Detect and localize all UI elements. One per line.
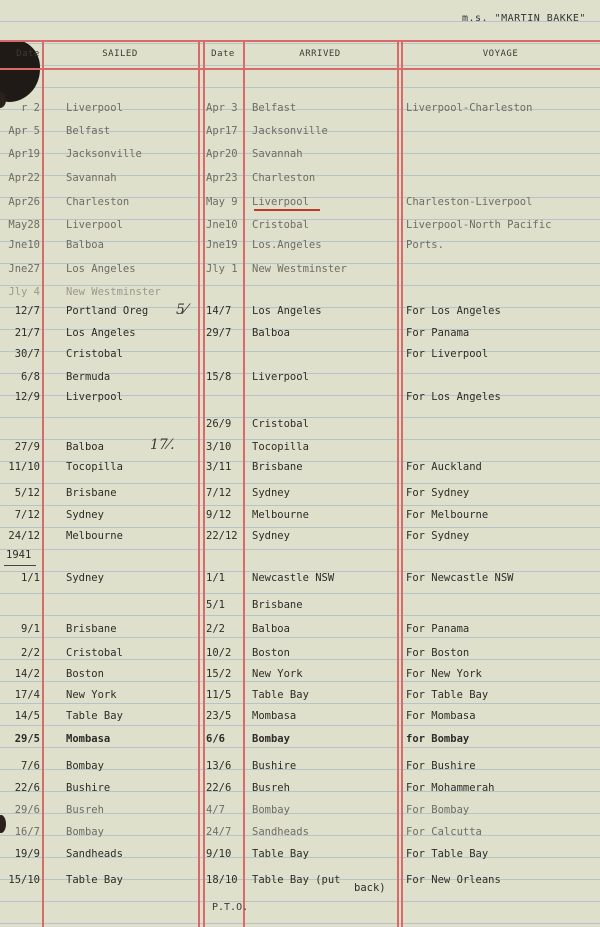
cell-ad: 10/2 — [206, 647, 232, 659]
cell-ap: Cristobal — [252, 418, 309, 430]
cell-ap: Bushire — [252, 760, 297, 772]
cell-v: Charleston-Liverpool — [406, 196, 533, 208]
cell-ap: Sandheads — [252, 826, 309, 838]
cell-sd: 7/12 — [14, 509, 40, 521]
cell-sp: Los Angeles — [66, 263, 136, 275]
cell-sp: Table Bay — [66, 710, 123, 722]
cell-v: Liverpool-North Pacific — [406, 219, 552, 231]
cell-v: For Table Bay — [406, 689, 489, 701]
cell-sd: 29/6 — [14, 804, 40, 816]
cell-ad: 7/12 — [206, 487, 232, 499]
cell-sp: Sandheads — [66, 848, 123, 860]
cell-ap: New York — [252, 668, 303, 680]
page-footer: P.T.O. — [212, 902, 249, 913]
header-arrived: ARRIVED — [299, 49, 341, 59]
cell-ad: Apr23 — [206, 172, 238, 184]
cell-ad: 2/2 — [206, 623, 225, 635]
cell-sp: Bushire — [66, 782, 111, 794]
cell-ad: 15/8 — [206, 371, 232, 383]
cell-sp: Charleston — [66, 196, 130, 208]
cell-sd: 30/7 — [14, 348, 40, 360]
cell-sd: Apr26 — [8, 196, 40, 208]
cell-sp: Cristobal — [66, 348, 123, 360]
cell-ap: Sydney — [252, 530, 290, 542]
cell-sp: Liverpool — [66, 219, 123, 231]
cell-v: For Bushire — [406, 760, 476, 772]
cell-v: Liverpool-Charleston — [406, 102, 533, 114]
cell-ap: Newcastle NSW — [252, 572, 335, 584]
cell-ad: 15/2 — [206, 668, 232, 680]
cell-sd: 2/2 — [21, 647, 40, 659]
cell-sd: Jne10 — [8, 239, 40, 251]
header-top-rule — [0, 40, 600, 42]
cell-v: For New Orleans — [406, 874, 501, 886]
cell-sd: 27/9 — [14, 441, 40, 453]
cell-ad: 14/7 — [206, 305, 232, 317]
cell-sd: Apr22 — [8, 172, 40, 184]
cell-ap: Table Bay — [252, 689, 309, 701]
cell-ap: Bombay — [252, 733, 290, 745]
cell-ad: 5/1 — [206, 599, 225, 611]
cell-ad: 3/11 — [206, 461, 232, 473]
cell-sd: Jly 4 — [8, 286, 40, 298]
cell-sd: 7/6 — [21, 760, 40, 772]
cell-sp: Bermuda — [66, 371, 111, 383]
cell-sd: 9/1 — [21, 623, 40, 635]
cell-sp: Belfast — [66, 125, 111, 137]
ship-name: m.s. "MARTIN BAKKE" — [462, 13, 586, 24]
column-rule — [42, 40, 44, 927]
cell-sp: Mombasa — [66, 733, 111, 745]
column-rule — [401, 40, 403, 927]
cell-sd: 15/10 — [8, 874, 40, 886]
cell-ad: 18/10 — [206, 874, 238, 886]
cell-v: For Panama — [406, 327, 470, 339]
cell-sd: 19/9 — [14, 848, 40, 860]
cell-ap: Brisbane — [252, 461, 303, 473]
cell-sp: Jacksonville — [66, 148, 142, 160]
cell-sd: 24/12 — [8, 530, 40, 542]
cell-sp: Cristobal — [66, 647, 123, 659]
cell-sp: Brisbane — [66, 623, 117, 635]
cell-ap: Liverpool — [252, 371, 309, 383]
cell-ap: Bombay — [252, 804, 290, 816]
cell-ap: Liverpool — [252, 196, 309, 208]
cell-ad: Apr17 — [206, 125, 238, 137]
cell-v: For Bombay — [406, 804, 470, 816]
cell-sd: 22/6 — [14, 782, 40, 794]
cell-ap: Boston — [252, 647, 290, 659]
cell-ap: Los Angeles — [252, 305, 322, 317]
cell-v: Ports. — [406, 239, 444, 251]
cell-sd: 17/4 — [14, 689, 40, 701]
cell-sd: 29/5 — [14, 733, 40, 745]
cell-ad: 29/7 — [206, 327, 232, 339]
cell-ad: 24/7 — [206, 826, 232, 838]
cell-v: For Boston — [406, 647, 470, 659]
cell-v: For Mombasa — [406, 710, 476, 722]
cell-ap: Mombasa — [252, 710, 297, 722]
cell-v: For Calcutta — [406, 826, 482, 838]
column-rule — [203, 40, 205, 927]
year-marker: 1941 — [6, 549, 32, 561]
cell-ap: Table Bay — [252, 848, 309, 860]
header-arrived-date: Date — [211, 49, 235, 59]
cell-ad: 4/7 — [206, 804, 225, 816]
cell-ap: Brisbane — [252, 599, 303, 611]
header-sailed: SAILED — [102, 49, 138, 59]
cell-sp: Balboa — [66, 441, 104, 453]
cell-sp: Boston — [66, 668, 104, 680]
cell-sd: 14/5 — [14, 710, 40, 722]
cell-sp: Savannah — [66, 172, 117, 184]
cell-sd: 14/2 — [14, 668, 40, 680]
cell-sp: Bombay — [66, 826, 104, 838]
cell-ap: Tocopilla — [252, 441, 309, 453]
cell-v: For Los Angeles — [406, 391, 501, 403]
cell-sd: 21/7 — [14, 327, 40, 339]
cell-sd: r 2 — [21, 102, 40, 114]
cell-ad: 26/9 — [206, 418, 232, 430]
cell-ad: 13/6 — [206, 760, 232, 772]
cell-sp: Sydney — [66, 572, 104, 584]
cell-sd: Apr 5 — [8, 125, 40, 137]
cell-sp: Los Angeles — [66, 327, 136, 339]
cell-ad: Apr20 — [206, 148, 238, 160]
cell-ad: 9/10 — [206, 848, 232, 860]
cell-ap: Busreh — [252, 782, 290, 794]
cell-ap: Jacksonville — [252, 125, 328, 137]
cell-sp: Sydney — [66, 509, 104, 521]
cell-ap: Melbourne — [252, 509, 309, 521]
cell-sd: May28 — [8, 219, 40, 231]
cell-ap: Savannah — [252, 148, 303, 160]
cell-sd: Jne27 — [8, 263, 40, 275]
cell-ap: Sydney — [252, 487, 290, 499]
put-back-note: back) — [354, 882, 386, 894]
cell-v: For Table Bay — [406, 848, 489, 860]
header-bottom-rule — [0, 68, 600, 70]
cell-sp: Balboa — [66, 239, 104, 251]
cell-v: For Sydney — [406, 487, 470, 499]
cell-ap: Balboa — [252, 623, 290, 635]
cell-v: For Auckland — [406, 461, 482, 473]
cell-v: for Bombay — [406, 733, 470, 745]
cell-v: For Los Angeles — [406, 305, 501, 317]
cell-sp: Brisbane — [66, 487, 117, 499]
cell-ad: Jne19 — [206, 239, 238, 251]
cell-ad: 9/12 — [206, 509, 232, 521]
cell-ap: Los.Angeles — [252, 239, 322, 251]
cell-sd: 11/10 — [8, 461, 40, 473]
cell-v: For Melbourne — [406, 509, 489, 521]
cell-sp: Liverpool — [66, 102, 123, 114]
cell-ap: Belfast — [252, 102, 297, 114]
cell-sd: 16/7 — [14, 826, 40, 838]
cell-sd: 5/12 — [14, 487, 40, 499]
cell-sp: Tocopilla — [66, 461, 123, 473]
cell-ad: Jly 1 — [206, 263, 238, 275]
cell-sd: 12/7 — [14, 305, 40, 317]
cell-sp: New York — [66, 689, 117, 701]
liverpool-underline — [254, 209, 320, 211]
cell-v: For Sydney — [406, 530, 470, 542]
cell-ad: 22/12 — [206, 530, 238, 542]
cell-ap: Table Bay (put — [252, 874, 341, 886]
cell-sp: Busreh — [66, 804, 104, 816]
cell-ad: 22/6 — [206, 782, 232, 794]
cell-sd: 6/8 — [21, 371, 40, 383]
cell-sp: Bombay — [66, 760, 104, 772]
cell-ad: Jne10 — [206, 219, 238, 231]
column-rule — [397, 40, 399, 927]
column-rule — [198, 40, 200, 927]
handwritten-mark: 5⁄ — [176, 302, 188, 318]
cell-ad: Apr 3 — [206, 102, 238, 114]
cell-v: For Newcastle NSW — [406, 572, 514, 584]
cell-v: For Liverpool — [406, 348, 489, 360]
cell-ap: New Westminster — [252, 263, 347, 275]
cell-sp: Liverpool — [66, 391, 123, 403]
cell-ap: Cristobal — [252, 219, 309, 231]
cell-v: For New York — [406, 668, 482, 680]
cell-ad: May 9 — [206, 196, 238, 208]
cell-sp: Table Bay — [66, 874, 123, 886]
header-voyage: VOYAGE — [482, 49, 519, 59]
cell-sd: Apr19 — [8, 148, 40, 160]
cell-ad: 6/6 — [206, 733, 225, 745]
year-underline — [4, 565, 36, 566]
cell-ad: 1/1 — [206, 572, 225, 584]
cell-v: For Mohammerah — [406, 782, 495, 794]
header-sailed-date: Date — [16, 49, 40, 59]
cell-sd: 1/1 — [21, 572, 40, 584]
cell-sd: 12/9 — [14, 391, 40, 403]
cell-v: For Panama — [406, 623, 470, 635]
cell-sp: New Westminster — [66, 286, 161, 298]
cell-ap: Charleston — [252, 172, 316, 184]
cell-sp: Portland Oreg — [66, 305, 149, 317]
cell-ap: Balboa — [252, 327, 290, 339]
cell-ad: 3/10 — [206, 441, 232, 453]
cell-ad: 23/5 — [206, 710, 232, 722]
handwritten-mark: 17⁄. — [150, 437, 175, 453]
cell-sp: Melbourne — [66, 530, 123, 542]
cell-ad: 11/5 — [206, 689, 232, 701]
